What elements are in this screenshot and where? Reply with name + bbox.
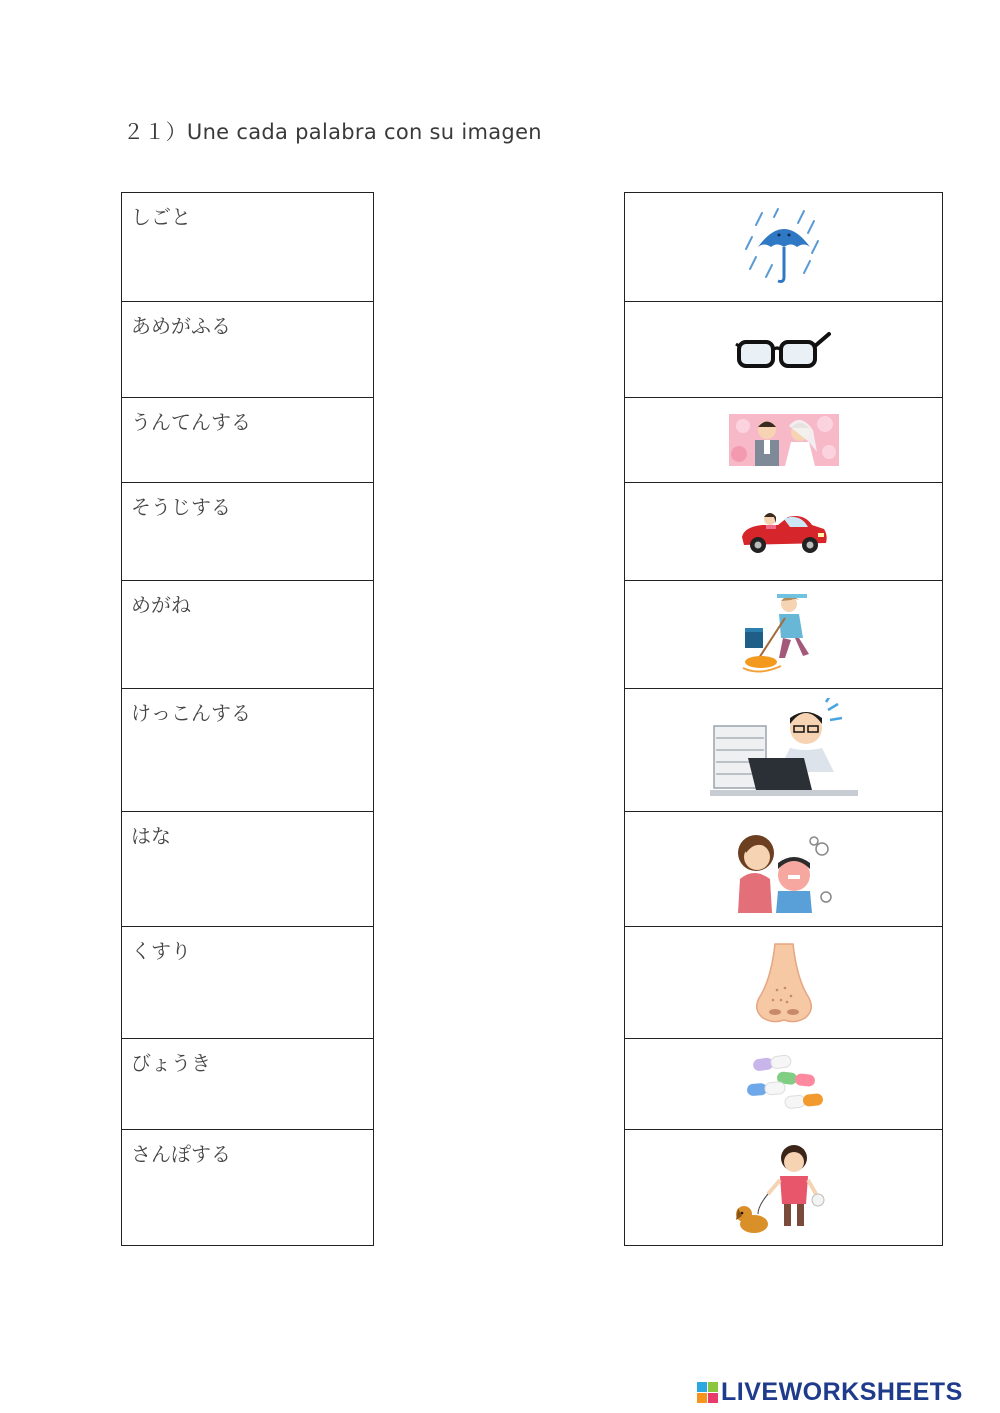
image-cell[interactable] [624,397,943,484]
cleaning-mop-icon [739,592,829,678]
nose-icon [753,940,815,1026]
glasses-icon [735,328,833,372]
wedding-couple-icon [729,412,839,468]
liveworksheets-logo [697,1378,963,1407]
word-cell[interactable] [121,192,374,303]
word-cell[interactable] [121,926,374,1039]
word-label: けっこんする [131,701,251,725]
word-label: めがね [131,592,191,617]
driving-car-icon [738,507,830,557]
logo-mark-icon [697,1382,718,1403]
walking-dog-icon [736,1140,832,1236]
word-cell[interactable] [121,1038,374,1131]
worksheet-title: ２１）Une cada palabra con su imagen [123,120,542,144]
word-cell[interactable] [121,1129,374,1246]
word-cell[interactable] [121,397,374,484]
image-column [624,193,943,1246]
word-cell[interactable] [121,301,374,398]
word-label: そうじする [131,495,231,519]
word-label: はな [131,823,171,848]
word-label: さんぽする [131,1142,231,1166]
image-cell[interactable] [624,192,943,303]
word-label: くすり [131,939,191,963]
image-cell[interactable] [624,580,943,690]
word-cell[interactable] [121,482,374,581]
word-label: うんてんする [131,409,251,434]
word-cell[interactable] [121,811,374,928]
umbrella-rain-icon [742,207,826,287]
word-label: びょうき [131,1050,211,1075]
word-label: あめがふる [131,314,231,338]
image-cell[interactable] [624,688,943,812]
image-cell[interactable] [624,1038,943,1131]
image-cell[interactable] [624,811,943,928]
image-cell[interactable] [624,1129,943,1246]
sick-child-icon [732,823,836,915]
image-cell[interactable] [624,301,943,398]
logo-text: LIVEWORKSHEETS [721,1378,963,1406]
word-cell[interactable] [121,580,374,690]
word-column [121,193,374,1246]
medicine-capsules-icon [743,1053,825,1115]
image-cell[interactable] [624,482,943,581]
image-cell[interactable] [624,926,943,1039]
word-cell[interactable] [121,688,374,812]
office-work-icon [708,698,860,802]
word-label: しごと [131,204,191,229]
